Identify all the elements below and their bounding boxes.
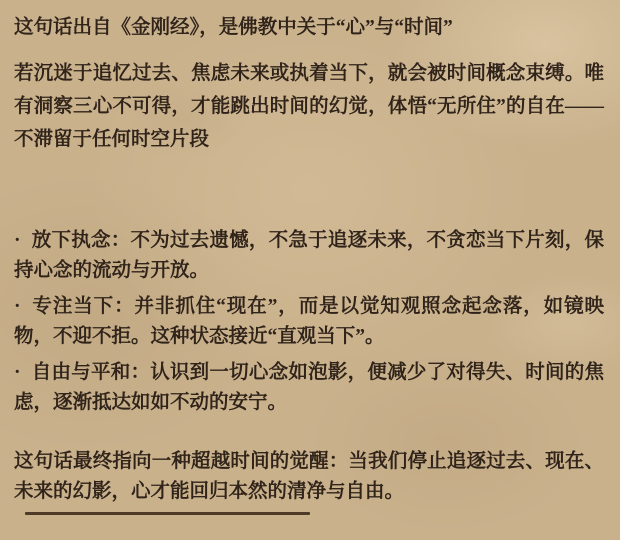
overview-paragraph: 若沉迷于追忆过去、焦虑未来或执着当下，就会被时间概念束缚。唯有洞察三心不可得，才能跳出时间的幻觉，体悟“无所住”的自在——不滞留于任何时空片段 [14, 63, 604, 150]
bullet-item-release-attachment [14, 226, 604, 286]
bullet-list [14, 226, 604, 418]
bullet-marker: · [14, 362, 21, 383]
intro-line: 这句话出自《金刚经》，是佛教中关于“心”与“时间” [14, 17, 453, 38]
bullet-item-freedom-peace [14, 358, 604, 418]
bullet-marker: · [14, 296, 21, 317]
bullet-text: 自由与平和：认识到一切心念如泡影，便减少了对得失、时间的焦虑，逐渐抵达如如不动的安宁。 [14, 362, 604, 413]
bullet-text: 放下执念：不为过去遗憾，不急于追逐未来，不贪恋当下片刻，保持心念的流动与开放。 [14, 230, 604, 281]
bullet-item-focus-present [14, 292, 604, 352]
bullet-text: 专注当下：并非抓住“现在”，而是以觉知观照念起念落，如镜映物，不迎不拒。这种状态接近“直观当下”。 [14, 296, 604, 347]
conclusion-paragraph: 这句话最终指向一种超越时间的觉醒：当我们停止追逐过去、现在、未来的幻影，心才能回归本然的清净与自由。 [14, 451, 604, 502]
bullet-marker: · [14, 230, 21, 251]
horizontal-rule [25, 512, 310, 515]
